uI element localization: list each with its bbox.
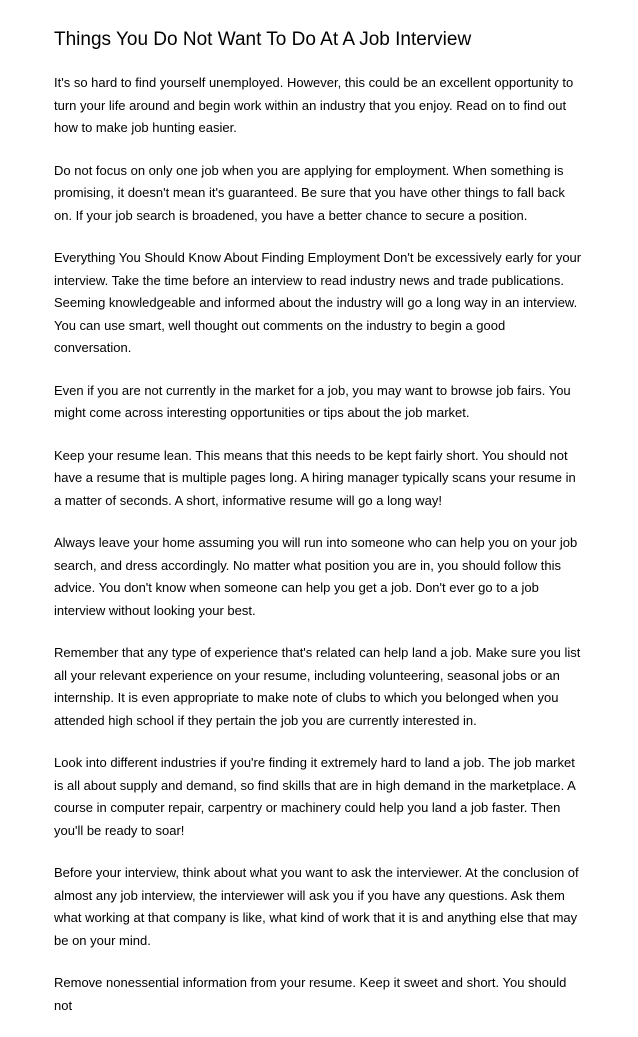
paragraph-9: Before your interview, think about what you want to ask the interviewer. At the conclusion of almost any job interview, the interviewer will ask you if you have any questions. Ask them what working at that company is like, what kind of work that it is and anything else that may be on your mind. — [54, 865, 579, 948]
paragraph-1: It's so hard to find yourself unemployed. However, this could be an excellent opportunity to turn your life around and begin work within an industry that you enjoy. Read on to find out how to make job hunting easier. — [54, 75, 574, 135]
page-title: Things You Do Not Want To Do At A Job Interview — [54, 29, 472, 50]
paragraph-4: Even if you are not currently in the market for a job, you may want to browse job fairs. You might come across interesting opportunities or tips about the job market. — [54, 382, 571, 420]
paragraph-3: Everything You Should Know About Finding Employment Don't be excessively early for your interview. Take the time before an interview to read industry news and trade publications. Seeming knowledgeable and informed about the industry will go a long way in an interview. You can use smart, well thought out comments on the industry to begin a good conversation. — [54, 250, 582, 355]
paragraph-8: Look into different industries if you're finding it extremely hard to land a job. The job market is all about supply and demand, so find skills that are in high demand in the marketplace. A course in computer repair, carpentry or machinery could help you land a job faster. Then you'll be ready to soar! — [54, 755, 576, 838]
paragraph-5: Keep your resume lean. This means that this needs to be kept fairly short. You should not have a resume that is multiple pages long. A hiring manager typically scans your resume in a matter of seconds. A short, informative resume will go a long way! — [54, 447, 576, 508]
paragraph-6: Always leave your home assuming you will run into someone who can help you on your job search, and dress accordingly. No matter what position you are in, you should follow this advice. You don't know when someone can help you get a job. Don't ever go to a job interview without looking your best. — [54, 535, 578, 618]
paragraph-7: Remember that any type of experience that's related can help land a job. Make sure you list all your relevant experience on your resume, including volunteering, seasonal jobs or an internship. It is even appropriate to make note of clubs to which you belonged when you attended high school if they pertain the job you are currently interested in. — [54, 645, 581, 728]
paragraph-10: Remove nonessential information from your resume. Keep it sweet and short. You should not — [54, 975, 567, 1013]
paragraph-2: Do not focus on only one job when you are applying for employment. When something is promising, it doesn't mean it's guaranteed. Be sure that you have other things to fall back on. If your job search is broadened, you have a better chance to secure a position. — [54, 162, 565, 223]
document-body — [54, 28, 586, 1037]
